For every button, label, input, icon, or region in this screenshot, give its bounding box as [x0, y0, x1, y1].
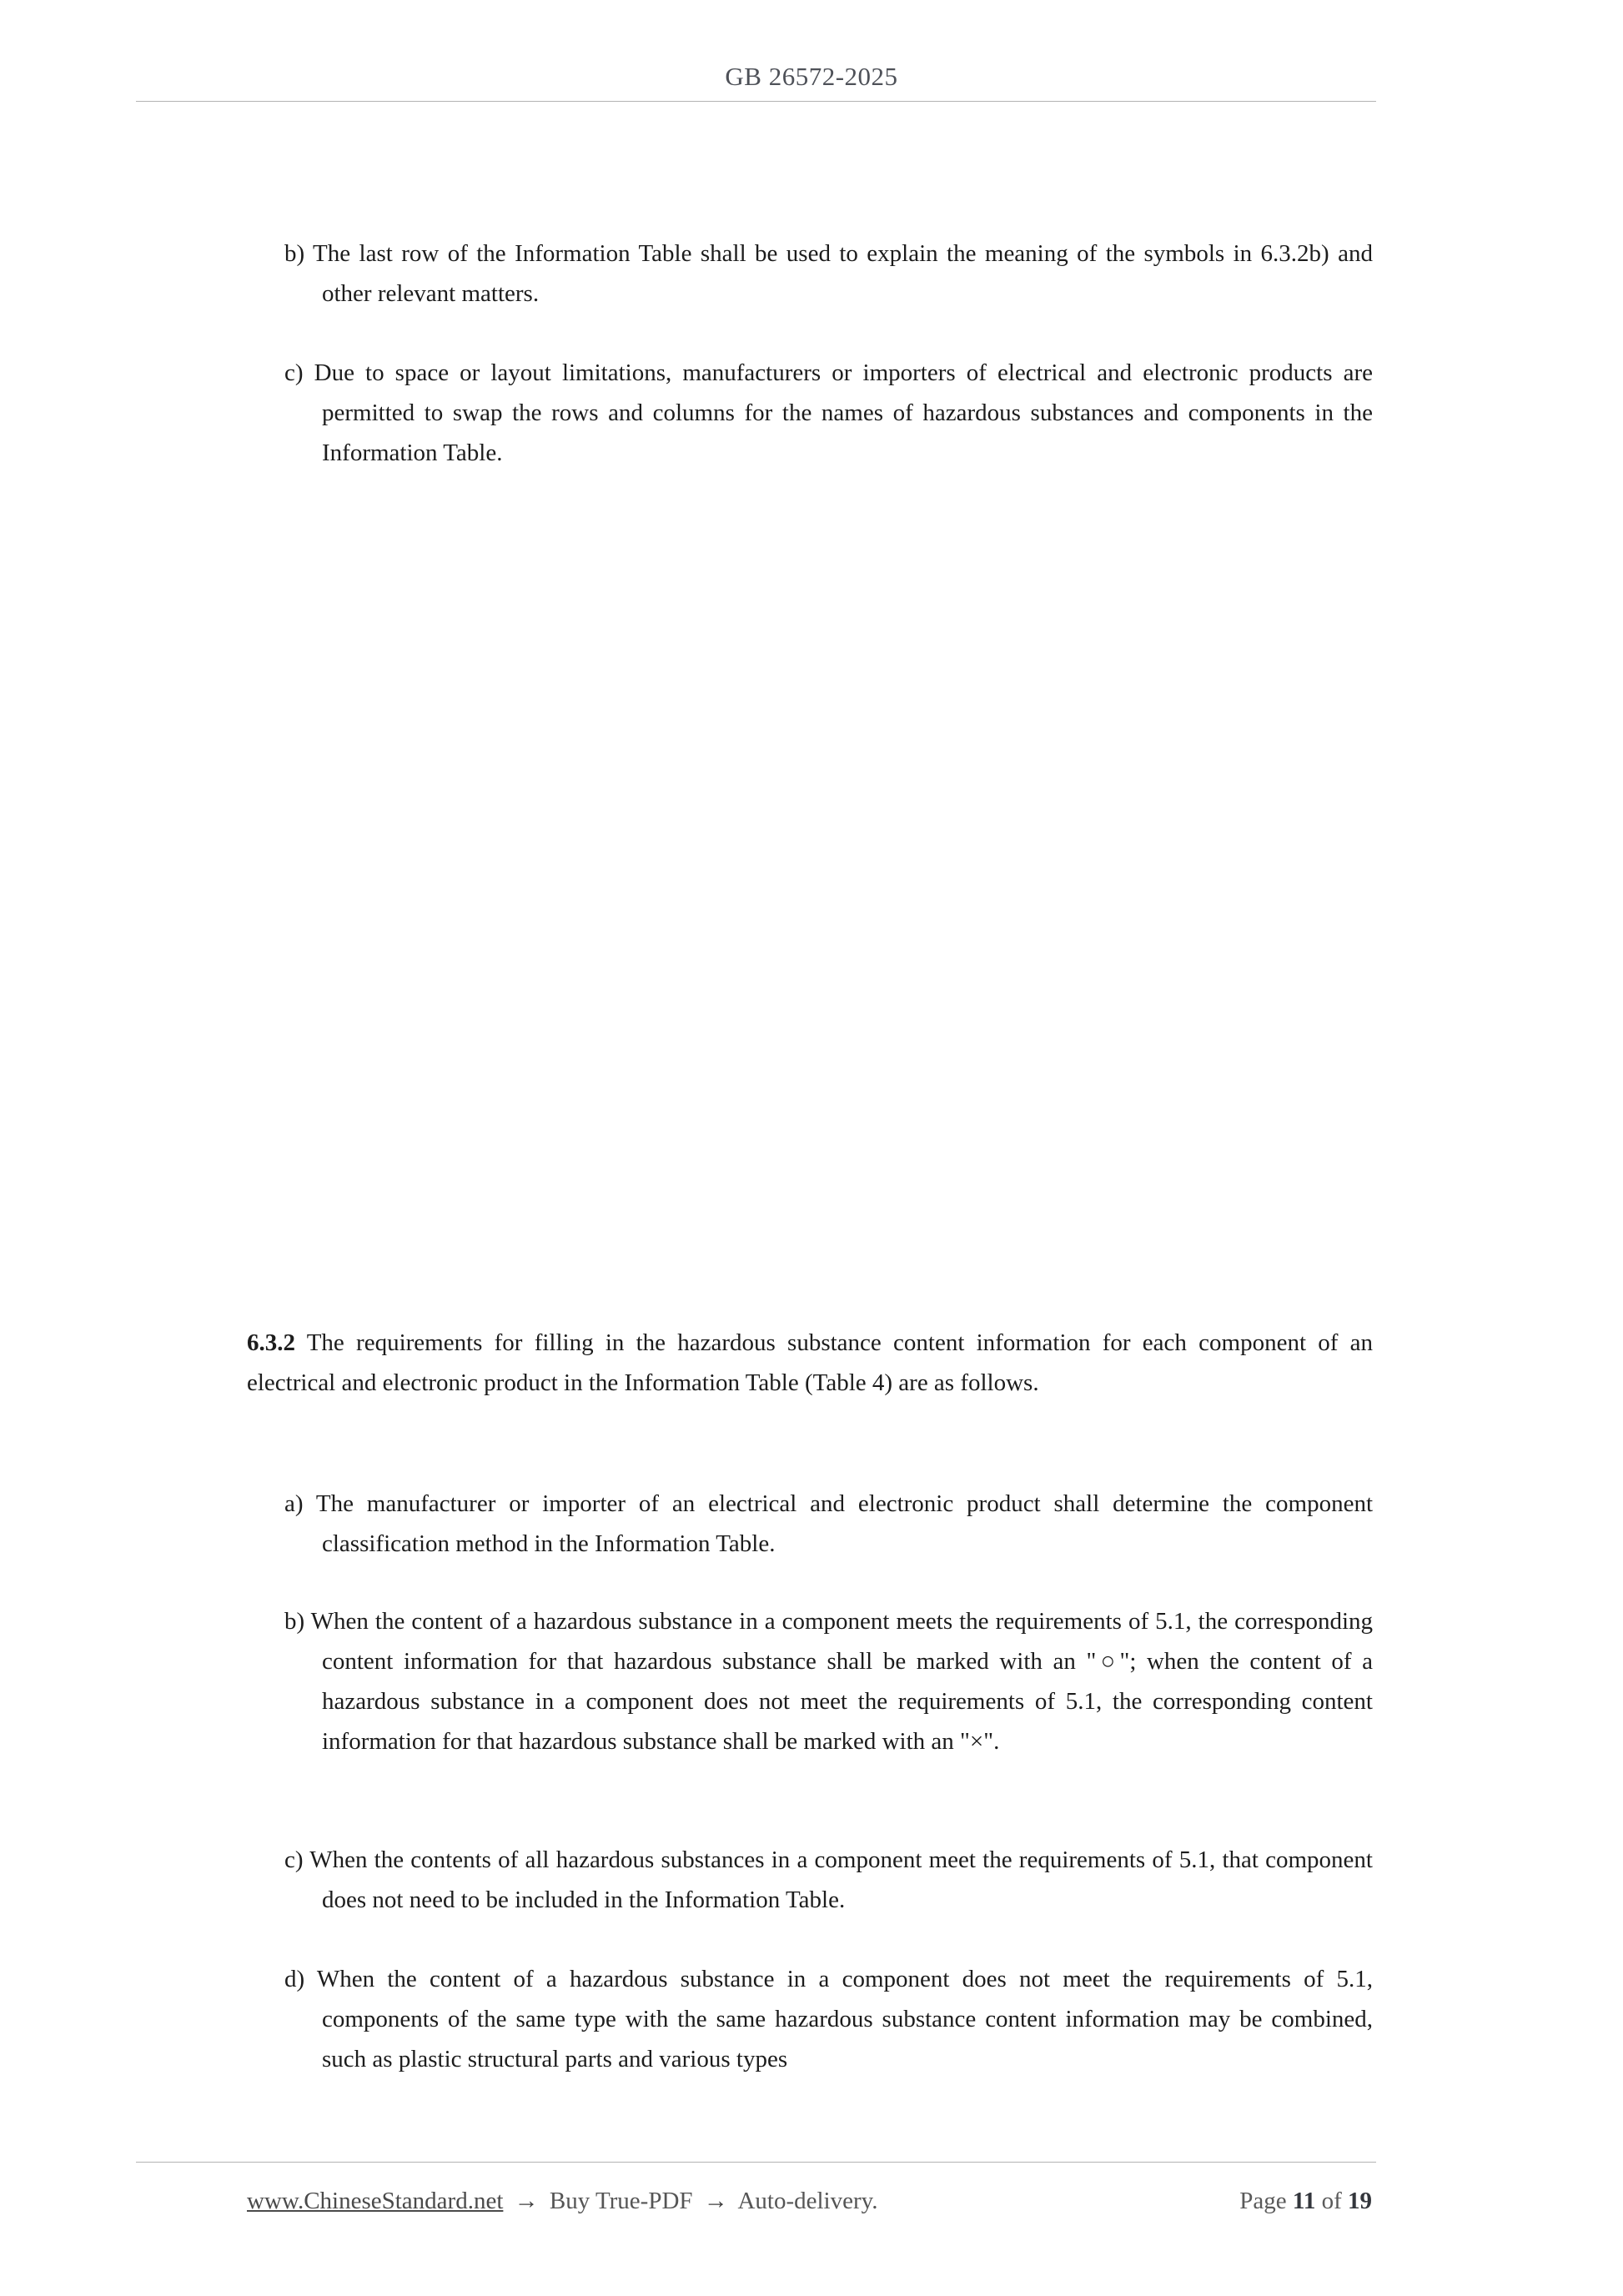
list-item-b2	[247, 1601, 1373, 1761]
item-text: The last row of the Information Table shall be used to explain the meaning of the symbols in 6.3.2b) and other relevant matters.	[313, 240, 1373, 307]
list-item-d2	[247, 1959, 1373, 2079]
section-6-3-2-paragraph	[247, 1323, 1373, 1403]
section-number: 6.3.2	[247, 1329, 295, 1356]
arrow-icon: →	[703, 2188, 728, 2214]
item-text: When the contents of all hazardous substances in a component meet the requirements of 5.1, that component does not need to be included in the Information Table.	[309, 1846, 1373, 1913]
page-word: Page	[1239, 2188, 1287, 2214]
list-item-a2	[247, 1484, 1373, 1564]
item-marker: d)	[284, 1966, 305, 1992]
page-indicator	[1239, 2182, 1372, 2220]
page-header-title: GB 26572-2025	[725, 62, 898, 91]
item-text: Due to space or layout limitations, manufacturers or importers of electrical and electronic products are permitted to swap the rows and columns for the names of hazardous substances and components in the Information Table.	[314, 359, 1374, 466]
page-total: 19	[1348, 2188, 1372, 2214]
buy-true-pdf-label: Buy True-PDF	[549, 2188, 693, 2214]
list-item-c1	[247, 353, 1373, 473]
item-marker: c)	[284, 359, 304, 386]
item-marker: a)	[284, 1490, 304, 1517]
list-item-c2	[247, 1840, 1373, 1920]
item-marker: c)	[284, 1846, 304, 1873]
auto-delivery-label: Auto-delivery.	[737, 2188, 878, 2214]
item-marker: b)	[284, 240, 305, 267]
header-divider	[136, 101, 1376, 102]
of-word: of	[1321, 2188, 1342, 2214]
item-marker: b)	[284, 1608, 305, 1635]
item-text: The manufacturer or importer of an electrical and electronic product shall determine the component classification method in the Information Table.	[315, 1490, 1374, 1557]
item-text: When the content of a hazardous substance in a component meets the requirements of 5.1, the corresponding content information for that hazardous substance shall be marked with an "○"; when the content of a hazardous substance in a component does not meet the requirements of 5.1, the corresponding content information for that hazardous substance shall be marked with an "×".	[310, 1608, 1373, 1755]
footer-divider	[136, 2162, 1376, 2163]
site-link[interactable]: www.ChineseStandard.net	[247, 2188, 504, 2214]
section-text: The requirements for filling in the hazardous substance content information for each component of an electrical and electronic product in the Information Table (Table 4) are as follows.	[247, 1329, 1374, 1396]
footer	[247, 2182, 878, 2220]
page-current: 11	[1292, 2188, 1316, 2214]
item-text: When the content of a hazardous substance in a component does not meet the requirements of 5.1, components of the same type with the same hazardous substance content information may be combined, such as plastic structural parts and various types	[316, 1966, 1373, 2072]
arrow-icon: →	[514, 2188, 539, 2214]
list-item-b1	[247, 234, 1373, 314]
